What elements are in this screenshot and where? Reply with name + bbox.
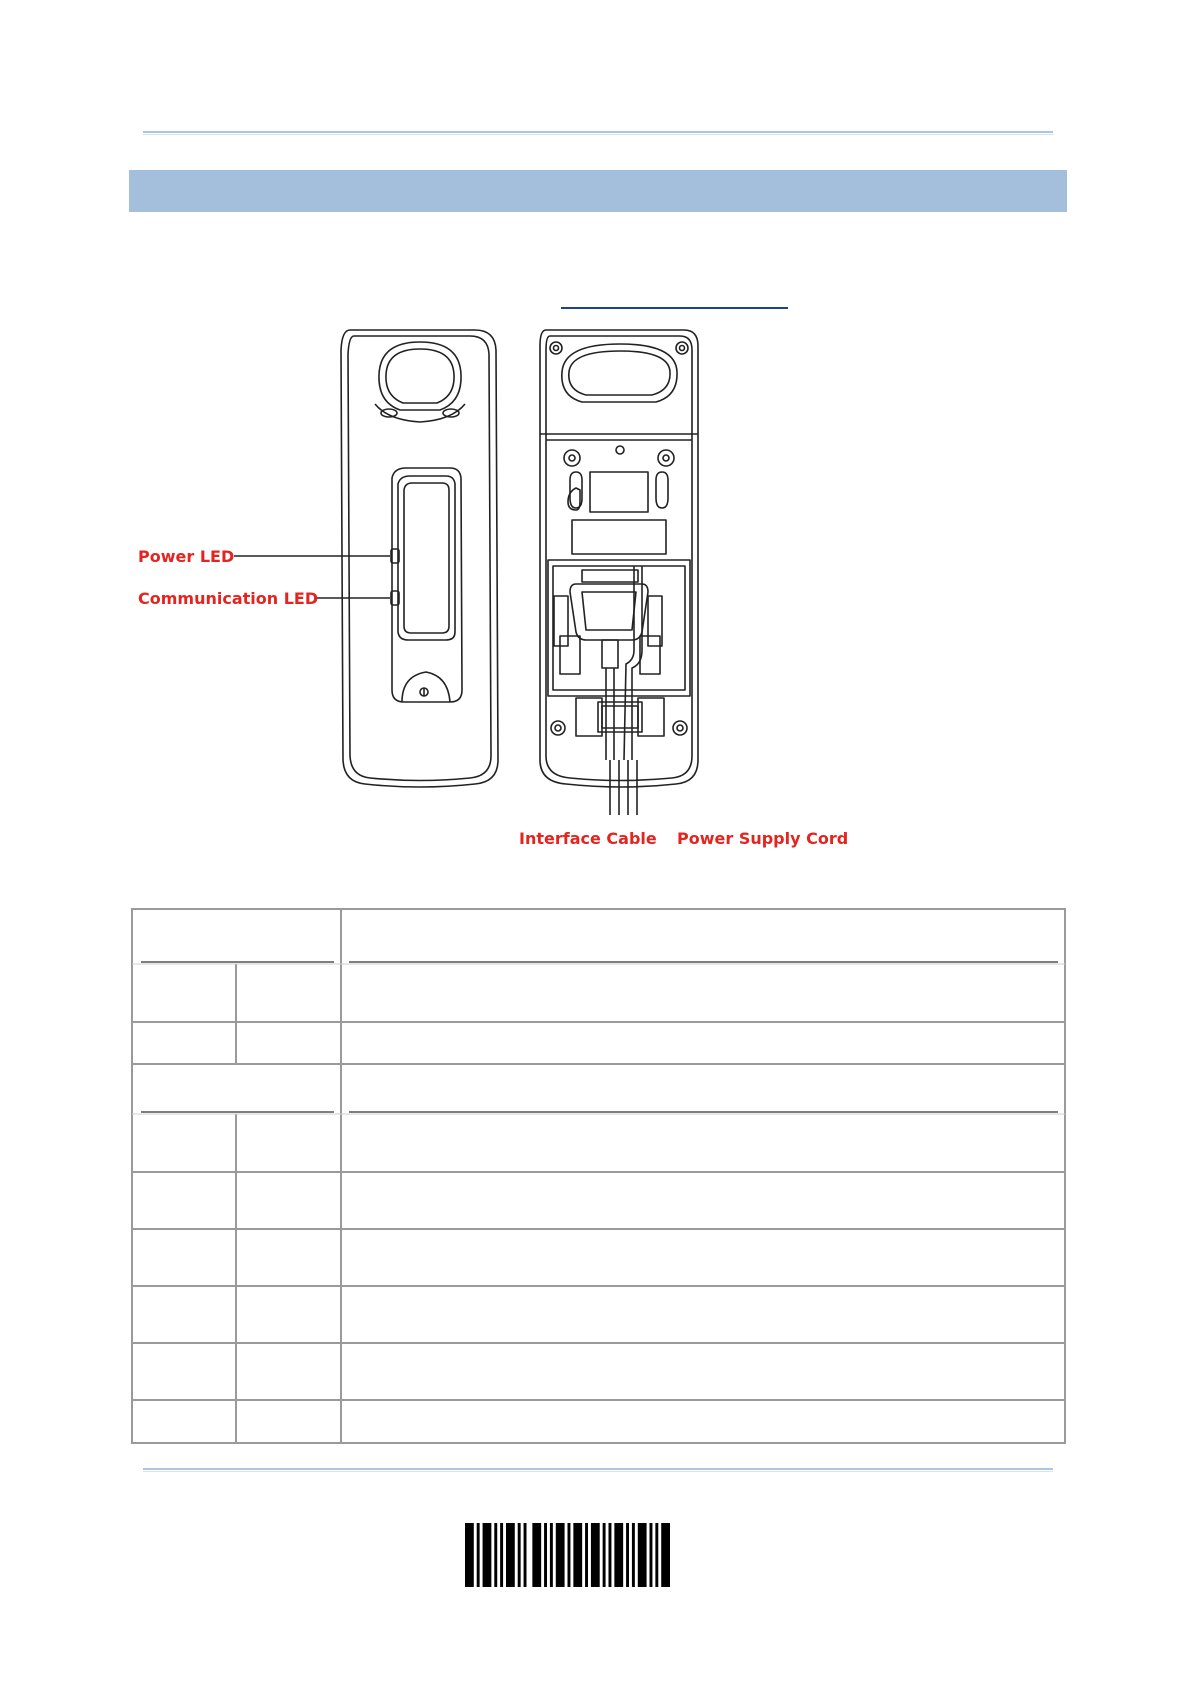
spec-table (131, 908, 1066, 1444)
barcode-bar (632, 1523, 635, 1587)
barcode-bar (614, 1523, 623, 1587)
power-led-label: Power LED (138, 547, 235, 566)
barcode-icon (465, 1523, 670, 1587)
barcode-bar (500, 1523, 503, 1587)
barcode-bar (506, 1523, 515, 1587)
device-front-view (341, 330, 498, 787)
barcode-bar (544, 1523, 547, 1587)
device-figure (138, 330, 920, 850)
barcode-bar (483, 1523, 492, 1587)
barcode-bar (556, 1523, 565, 1587)
barcode-bar (626, 1523, 629, 1587)
device-back-view (540, 330, 698, 815)
power-supply-cord-label: Power Supply Cord (677, 829, 849, 848)
barcode-bar (550, 1523, 553, 1587)
barcode-bar (477, 1523, 480, 1587)
header-rule (143, 131, 1053, 133)
barcode-bar (524, 1523, 527, 1587)
barcode-bar (532, 1523, 541, 1587)
barcode-bar (465, 1523, 474, 1587)
barcode-bar (638, 1523, 647, 1587)
barcode-bar (585, 1523, 588, 1587)
barcode-bar (609, 1523, 612, 1587)
barcode-bar (494, 1523, 497, 1587)
barcode-bar (650, 1523, 653, 1587)
communication-led-label: Communication LED (138, 589, 319, 608)
section-heading-band (129, 170, 1067, 212)
barcode-bar (655, 1523, 658, 1587)
barcode-bar (591, 1523, 600, 1587)
barcode-bar (661, 1523, 670, 1587)
footer-rule (143, 1468, 1053, 1470)
interface-cable-label: Interface Cable (519, 829, 657, 848)
barcode-bar (603, 1523, 606, 1587)
barcode-bar (518, 1523, 521, 1587)
barcode-bar (573, 1523, 582, 1587)
hyperlink-underline[interactable] (561, 307, 788, 309)
barcode-bar (568, 1523, 571, 1587)
